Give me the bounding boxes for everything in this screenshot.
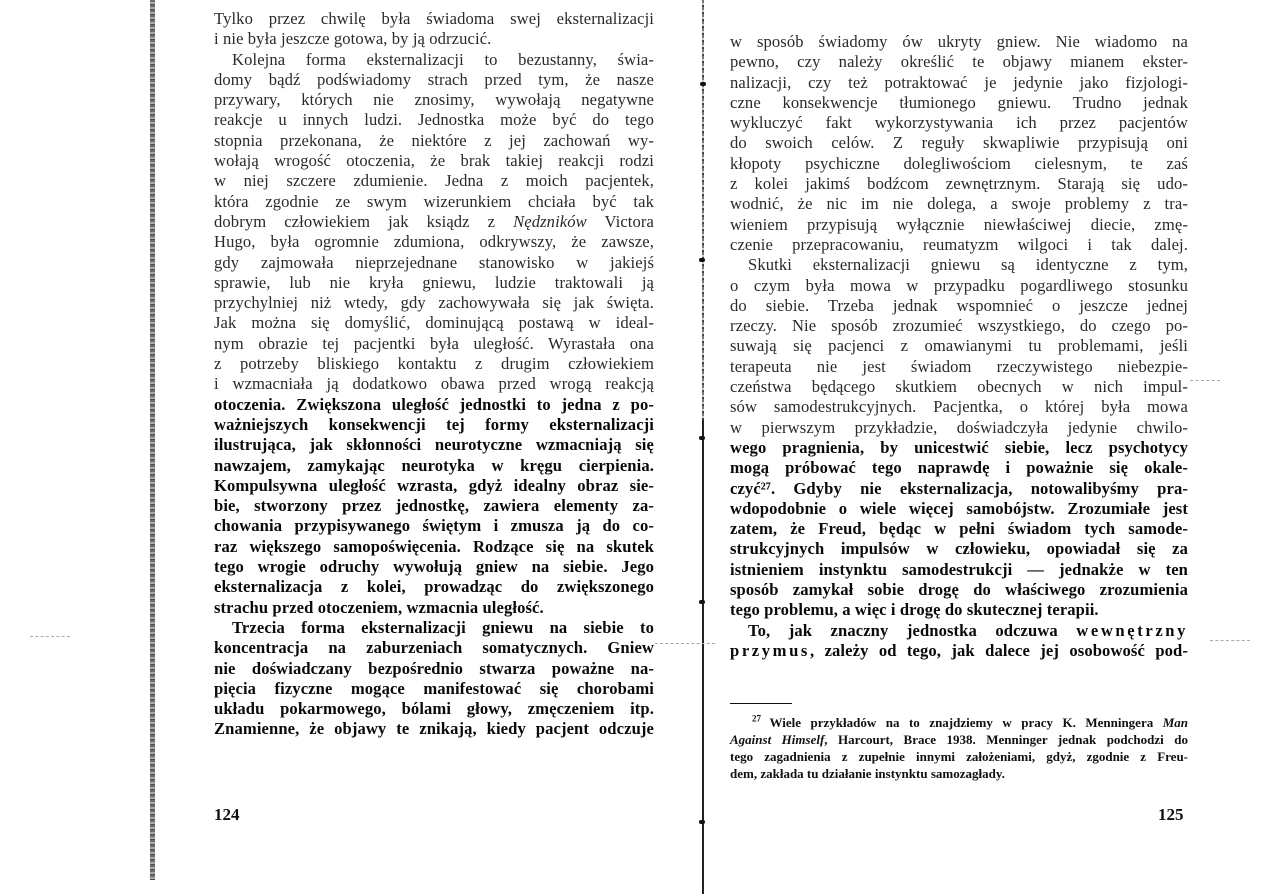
text-line: rzeczy. Nie sposób zrozumieć wszystkiego, do czego po-	[730, 316, 1188, 336]
text-line: To, jak znaczny jednostka odczuwa wewnętrzny	[748, 620, 1189, 640]
text-line: do siebie. Trzeba jednak wspomnieć o jeszcze jednej	[730, 295, 1188, 315]
right-page-body-text	[730, 32, 1188, 661]
text-line: istnieniem instynktu samodestrukcji — jednakże w ten	[730, 559, 1188, 579]
left-page-body-text	[214, 9, 654, 740]
text-line: nie doświadczany bezpośrednio stwarza poważne na-	[214, 658, 654, 678]
text-line: chowania przypisywanego świętym i zmusza ją do co-	[214, 516, 654, 536]
footnotes	[730, 714, 1188, 782]
footnote-line: tego zagadnienia z zupełnie innymi założeniami, gdyż, zgodnie z Freu-	[730, 749, 1188, 764]
page-number-left: 124	[214, 805, 240, 824]
text-line: i nie była jeszcze gotowa, by ją odrzucić.	[214, 29, 492, 49]
text-line: sów samodestrukcyjnych. Pacjentka, o której była mowa	[730, 397, 1188, 417]
text-line: kłopoty psychiczne dolegliwościom cielesnym, te zaś	[730, 153, 1188, 173]
footnote-line: dem, zakłada tu działanie instynktu samozagłady.	[730, 766, 1005, 781]
text-line: przywary, których nie znosimy, wywołają negatywne	[214, 90, 654, 110]
text-line: eksternalizacja z kolei, prowadząc do zwiększonego	[214, 577, 654, 597]
text-line: sposób zamykał sobie drogę do właściwego zrozumienia	[730, 580, 1188, 600]
text-line: czenie przepracowaniu, reumatyzm wilgoci i tak dalej.	[730, 234, 1188, 254]
text-line: przychylniej niż wtedy, gdy zachowywała się jak święta.	[214, 293, 654, 313]
text-line: z potrzeby bliskiego kontaktu z drugim człowiekiem	[214, 354, 654, 374]
text-line: sprawie, lub nie kryła gniewu, ludzie traktowali ją	[214, 272, 654, 292]
text-line: reakcje u innych ludzi. Jednostka może być do tego	[214, 110, 654, 130]
text-line: czeństwa będącego skutkiem obecnych w nich impul-	[730, 377, 1188, 397]
text-line: tego problemu, a więc i drogę do skutecznej terapii.	[730, 600, 1099, 620]
text-line: w niej szczere zdumienie. Jedna z moich pacjentek,	[214, 171, 654, 191]
text-line: tego wrogie odruchy wywołują gniew na siebie. Jego	[214, 557, 654, 577]
text-line: wdopodobnie o wiele więcej samobójstw. Zrozumiałe jest	[730, 498, 1188, 518]
footnote-separator	[730, 703, 792, 704]
text-line: nalizacji, czy też potraktować je jedynie jako fizjologi-	[730, 72, 1188, 92]
text-line: Tylko przez chwilę była świadoma swej eksternalizacji	[214, 9, 654, 28]
text-line: domy bądź podświadomy strach przed tym, że nasze	[214, 69, 654, 89]
text-line: do swoich celów. Z reguły skwapliwie przypisują oni	[730, 133, 1188, 153]
text-line: Trzecia forma eksternalizacji gniewu na siebie to	[232, 617, 654, 637]
text-line: Kolejna forma eksternalizacji to bezustanny, świa-	[232, 49, 654, 69]
footnote-line: Against Himself, Harcourt, Brace 1938. Menninger jednak podchodzi do	[730, 732, 1188, 747]
text-line: Jak można się domyślić, dominującą postawą w ideal-	[214, 313, 654, 333]
text-line: otoczenia. Zwiększona uległość jednostki to jedna z po-	[214, 394, 654, 414]
text-line: nawzajem, zamykając neurotyka w kręgu cierpienia.	[214, 455, 654, 475]
text-line: Skutki eksternalizacji gniewu są identyczne z tym,	[748, 255, 1188, 275]
text-line: koncentracja na zaburzeniach somatycznych. Gniew	[214, 638, 654, 658]
text-line: czne konsekwencje tłumionego gniewu. Trudno jednak	[730, 92, 1188, 112]
text-line: Hugo, była ogromnie zdumiona, odkrywszy, że zawsze,	[214, 232, 654, 252]
text-line: wodnić, że nic im nie dolega, a swoje problemy z tra-	[730, 194, 1188, 214]
text-line: strachu przed otoczeniem, wzmacnia uległość.	[214, 597, 544, 617]
text-line: wieniem przypisują wyłącznie niewłaściwej diecie, zmę-	[730, 214, 1188, 234]
text-line: o czym była mowa w przypadku pogardliwego stosunku	[730, 275, 1188, 295]
text-line: strukcyjnych impulsów w człowieku, opowiadał się za	[730, 539, 1188, 559]
text-line: Znamienne, że objawy te znikają, kiedy pacjent odczuje	[214, 719, 654, 739]
footnote-line: $^{27}$ Wiele przykładów na to znajdziemy w pracy K. Menningera Man	[752, 713, 1189, 730]
text-line: raz większego samopoświęcenia. Rodzące się na skutek	[214, 536, 654, 556]
text-line: pięcia fizyczne mogące manifestować się chorobami	[214, 678, 654, 698]
left-page	[150, 0, 660, 894]
text-line: mogą próbować tego naprawdę i poważnie się okale-	[730, 458, 1188, 478]
text-line: gdy zajmowała nieprzejednane stanowisko w jakiejś	[214, 252, 654, 272]
text-line: w pierwszym przykładzie, doświadczyła jedynie chwilo-	[730, 417, 1188, 437]
text-line: układu pokarmowego, bólami głowy, zmęczeniem itp.	[214, 699, 654, 719]
text-line: wołają wrogość otoczenia, że brak takiej reakcji rodzi	[214, 151, 654, 171]
text-line: zatem, że Freud, będąc w pełni świadom tych samode-	[730, 519, 1188, 539]
text-line: bie, stworzony przez jednostkę, zawiera elementy za-	[214, 496, 654, 516]
text-line: w sposób świadomy ów ukryty gniew. Nie wiadomo na	[730, 32, 1188, 51]
text-line: Kompulsywna uległość wzrasta, gdyż idealny obraz sie-	[214, 475, 654, 495]
text-line: wego pragnienia, by unicestwić siebie, lecz psychotycy	[730, 437, 1188, 457]
footnote-number: 27	[752, 713, 770, 724]
text-line: która zgodnie ze swym wizerunkiem chciała być tak	[214, 191, 654, 211]
page-number-right: 125	[1158, 805, 1184, 824]
text-line: przymus, zależy od tego, jak dalece jej osobowość pod-	[730, 640, 1188, 660]
text-line: stopnia przekonana, że niektóre z jej zachowań wy-	[214, 130, 654, 150]
text-line: ważniejszych konsekwencji tej formy eksternalizacji	[214, 414, 654, 434]
scan-speckle	[30, 636, 70, 638]
text-line: nym obrazie tej pacjentki była uległość. Wyrastała ona	[214, 333, 654, 353]
text-line: dobrym człowiekiem jak ksiądz z Nędzników Victora	[214, 211, 654, 231]
text-line: czyć²⁷. Gdyby nie eksternalizacja, notowalibyśmy pra-	[730, 478, 1188, 498]
text-line: terapeuta nie jest świadom rzeczywistego niebezpie-	[730, 356, 1188, 376]
text-line: i wzmacniała ją dodatkowo obawa przed wrogą reakcją	[214, 374, 654, 394]
text-line: ilustrująca, jak skłonności neurotyczne wzmacniają się	[214, 435, 654, 455]
text-line: pewno, czy należy określić te objawy mianem ekster-	[730, 52, 1188, 72]
text-line: z kolei jakimś bodźcom zewnętrznym. Starają się udo-	[730, 174, 1188, 194]
text-line: suwają się pacjenci z omawianymi tu problemami, jeśli	[730, 336, 1188, 356]
right-page	[690, 0, 1262, 894]
text-line: wykluczyć fakt wykorzystywania ich przez pacjentów	[730, 113, 1188, 133]
